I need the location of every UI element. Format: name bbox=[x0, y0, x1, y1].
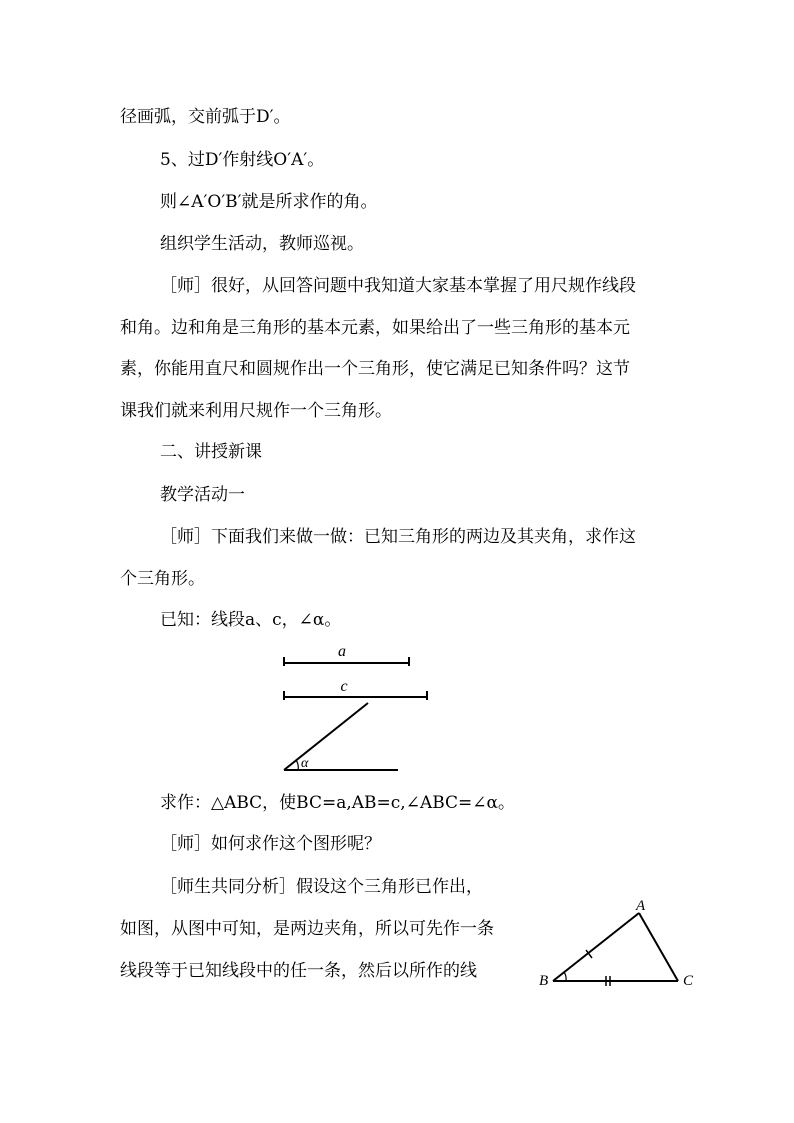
text-line-5: ［师］很好，从回答问题中我知道大家基本掌握了用尺规作线段 bbox=[160, 276, 636, 296]
text-line-1: 径画弧，交前弧于D′。 bbox=[120, 107, 291, 127]
segment-a bbox=[284, 657, 409, 666]
vertex-b-label: B bbox=[539, 973, 549, 989]
tick-ab bbox=[586, 950, 592, 958]
text-line-7: 素，你能用直尺和圆规作出一个三角形，使它满足已知条件吗？这节 bbox=[120, 359, 630, 379]
text-line-15: ［师］如何求作这个图形呢？ bbox=[160, 834, 381, 854]
text-line-17: 如图，从图中可知，是两边夹角，所以可先作一条 bbox=[120, 919, 494, 939]
segment-a-label: a bbox=[338, 643, 346, 660]
side-ab bbox=[553, 913, 639, 981]
text-line-4: 组织学生活动，教师巡视。 bbox=[160, 234, 364, 254]
segment-c bbox=[284, 691, 427, 700]
angle-alpha-label: α bbox=[301, 756, 309, 771]
angle-alpha bbox=[284, 703, 398, 770]
angle-b-arc bbox=[564, 972, 566, 981]
text-line-18: 线段等于已知线段中的任一条，然后以所作的线 bbox=[120, 961, 477, 981]
text-line-8: 课我们就来利用尺规作一个三角形。 bbox=[120, 401, 392, 421]
text-line-12: 个三角形。 bbox=[120, 569, 205, 589]
text-line-11: ［师］下面我们来做一做：已知三角形的两边及其夹角，求作这 bbox=[160, 527, 636, 547]
given-line: 已知：线段a、c，∠α。 bbox=[160, 610, 342, 630]
triangle-abc bbox=[553, 913, 678, 986]
section-heading: 二、讲授新课 bbox=[160, 442, 262, 462]
vertex-c-label: C bbox=[683, 973, 694, 989]
vertex-a-label: A bbox=[636, 898, 646, 914]
segment-c-label: c bbox=[340, 678, 348, 695]
required-line: 求作：△ABC，使BC=a,AB=c,∠ABC=∠α。 bbox=[160, 793, 516, 813]
side-ac bbox=[639, 913, 678, 981]
activity-heading: 教学活动一 bbox=[160, 485, 245, 505]
text-line-2: 5、过D′作射线O′A′。 bbox=[160, 150, 325, 170]
text-line-3: 则∠A′O′B′就是所求作的角。 bbox=[160, 192, 378, 212]
text-line-16: ［师生共同分析］假设这个三角形已作出， bbox=[160, 877, 483, 897]
text-line-6: 和角。边和角是三角形的基本元素，如果给出了一些三角形的基本元 bbox=[120, 318, 630, 338]
